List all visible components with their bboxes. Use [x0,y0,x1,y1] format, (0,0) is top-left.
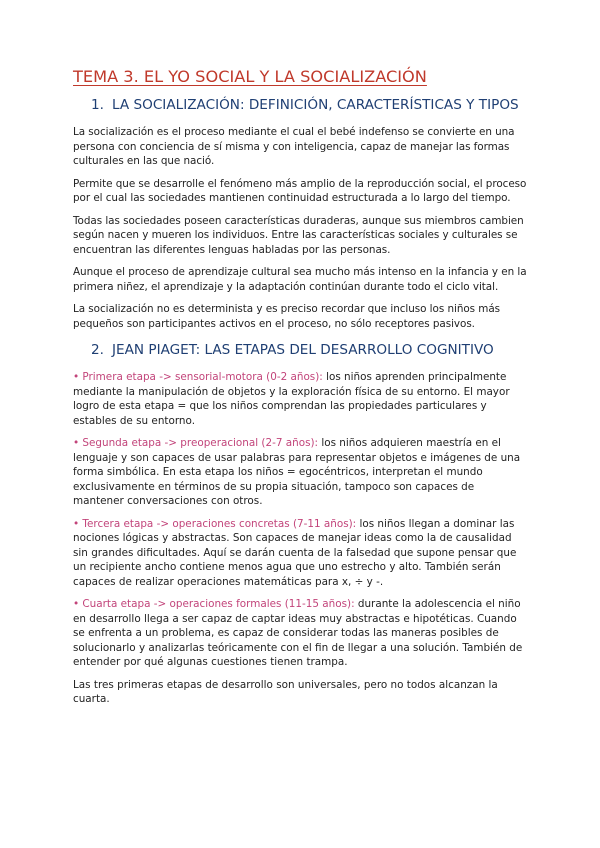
stage-paragraph-3 [73,517,528,590]
stage-paragraph-4 [73,597,528,670]
stage-label: • Cuarta etapa -> operaciones formales (11-15 años): [73,598,355,610]
closing-paragraph: Las tres primeras etapas de desarrollo son universales, pero no todos alcanzan la cuarta. [73,678,498,705]
stage-paragraph-1 [73,370,528,428]
section-1-number: 1. [91,97,104,113]
section-2-heading-text: JEAN PIAGET: LAS ETAPAS DEL DESARROLLO COGNITIVO [111,342,494,358]
section-1-heading-text: LA SOCIALIZACIÓN: DEFINICIÓN, CARACTERÍSTICAS Y TIPOS [111,97,519,113]
stage-label: • Primera etapa -> sensorial-motora (0-2 años): [73,371,323,383]
section-2-heading [73,339,528,361]
paragraph: La socialización es el proceso mediante el cual el bebé indefenso se convierte en una persona con conciencia de sí misma y con inteligencia, capaz de manejar las formas culturales en las que nació. [73,126,515,167]
document-title: TEMA 3. EL YO SOCIAL Y LA SOCIALIZACIÓN [73,67,427,86]
paragraph: Aunque el proceso de aprendizaje cultural sea mucho más intenso en la infancia y en la primera niñez, el aprendizaje y la adaptación continúan durante todo el ciclo vital. [73,266,527,293]
paragraph: Todas las sociedades poseen características duraderas, aunque sus miembros cambien según nacen y mueren los individuos. Entre las características sociales y culturales se encuentran las diferentes lenguas habladas por las personas. [73,214,524,256]
stage-label: • Segunda etapa -> preoperacional (2-7 años): [73,437,319,449]
stage-text: durante la adolescencia el niño en desarrollo llega a ser capaz de captar ideas muy abstractas e hipotéticas. Cuando se enfrenta a un problema, es capaz de considerar todas las maneras posibles de solucionarlo y analizarlas teóricamente con el fin de llegar a una solución. También de entender por qué algunas cuestiones tienen trampa. [73,598,523,668]
stage-text: los niños adquieren maestría en el lenguaje y son capaces de usar palabras para representar objetos e imágenes de una forma simbólica. En esta etapa los niños = egocéntricos, interpretan el mundo exclusivamente en términos de su propia situación, tampoco son capaces de mantener conversaciones con otros. [73,437,521,507]
stage-text: los niños llegan a dominar las nociones lógicas y abstractas. Son capaces de manejar ideas como la de causalidad sin grandes dificultades. Aquí se darán cuenta de la falsedad que supone pensar que un recipiente ancho contiene menos agua que uno estrecho y alto. También serán capaces de realizar operaciones matemáticas para x, ÷ y -. [73,517,517,588]
section-1-heading [73,94,528,116]
section-2-number: 2. [91,342,104,358]
paragraph: Permite que se desarrolle el fenómeno más amplio de la reproducción social, el proceso por el cual las sociedades mantienen continuidad estructurada a lo largo del tiempo. [73,177,527,204]
stage-label: • Tercera etapa -> operaciones concretas (7-11 años): [73,517,357,530]
stage-paragraph-2 [73,436,528,509]
stage-text: los niños aprenden principalmente mediante la manipulación de objetos y la exploración física de su entorno. El mayor logro de esta etapa = que los niños comprendan las propiedades particulares y estables de su entorno. [73,371,510,427]
paragraph: La socialización no es determinista y es preciso recordar que incluso los niños más pequeños son participantes activos en el proceso, no sólo receptores pasivos. [73,303,501,330]
